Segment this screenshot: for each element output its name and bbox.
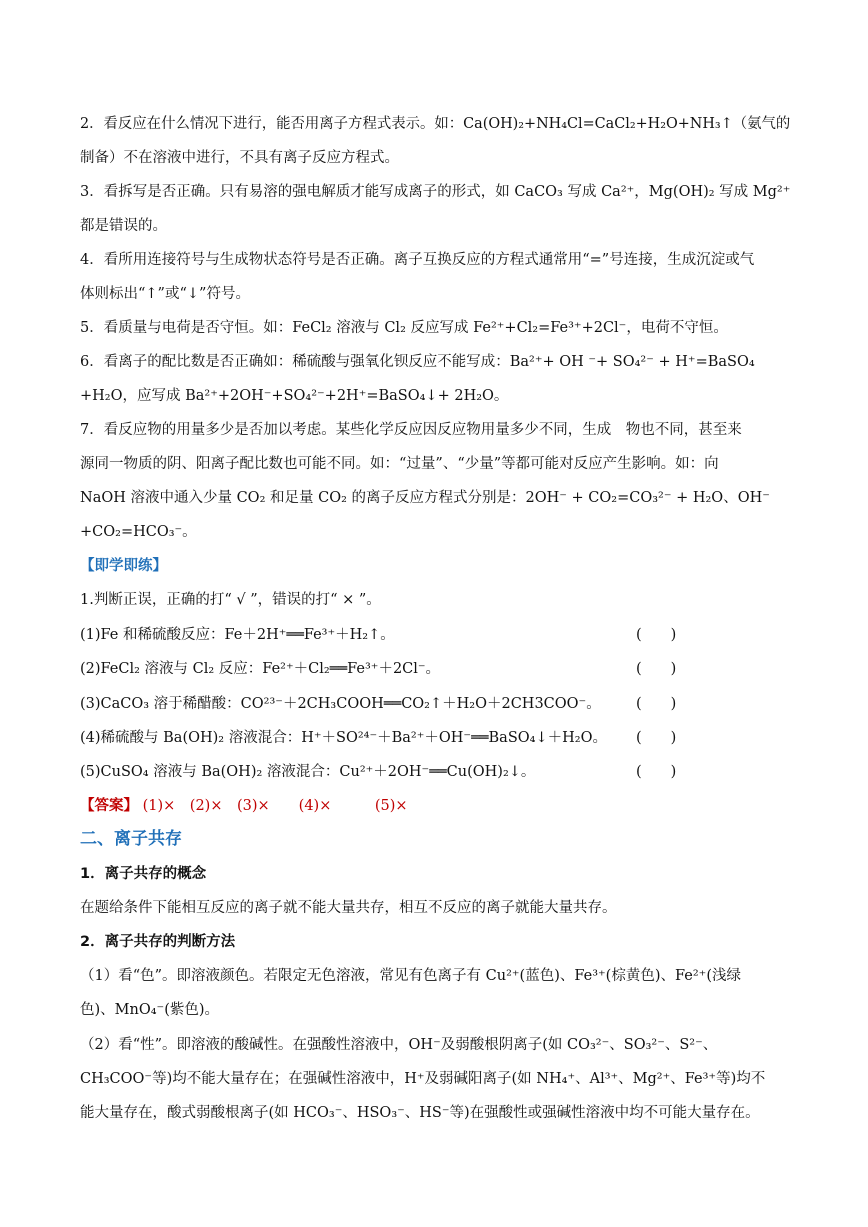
practice-heading: 【即学即练】: [80, 557, 167, 574]
rule-6-line-2: +H₂O，应写成 Ba²⁺+2OH⁻+SO₄²⁻+2H⁺=BaSO₄↓+ 2H₂O。: [80, 388, 509, 404]
answer-blank-4: ( ): [636, 730, 677, 746]
color-rule-line-2: 色)、MnO₄⁻(紫色)。: [80, 1002, 220, 1018]
section-2-title: 二、离子共存: [80, 829, 182, 849]
color-rule-line-1: （1）看“色”。即溶液颜色。若限定无色溶液，常见有色离子有 Cu²⁺(蓝色)、Fe³⁺(棕黄色)、Fe²⁺(浅绿: [80, 968, 741, 984]
answer-line: [80, 796, 408, 816]
question-5: (5)CuSO₄ 溶液与 Ba(OH)₂ 溶液混合：Cu²⁺＋2OH⁻══Cu(OH)₂↓。: [80, 764, 536, 780]
rule-7-line-1: 7．看反应物的用量多少是否加以考虑。某些化学反应因反应物用量多少不同，生成 物也不同，甚至来: [80, 422, 742, 438]
answer-text: (1)× (2)× (3)× (4)× (5)×: [142, 798, 408, 814]
acidity-rule-line-3: 能大量存在，酸式弱酸根离子(如 HCO₃⁻、HSO₃⁻、HS⁻等)在强酸性或强碱性溶液中均不可能大量存在。: [80, 1105, 760, 1121]
question-1: (1)Fe 和稀硫酸反应：Fe＋2H⁺══Fe³⁺＋H₂↑。: [80, 627, 395, 643]
answer-label: 【答案】: [80, 797, 138, 814]
answer-blank-2: ( ): [636, 661, 677, 677]
question-2: (2)FeCl₂ 溶液与 Cl₂ 反应：Fe²⁺＋Cl₂══Fe³⁺＋2Cl⁻。: [80, 661, 441, 677]
answer-blank-1: ( ): [636, 627, 677, 643]
subsection-2-title: 2．离子共存的判断方法: [80, 934, 236, 950]
question-3: (3)CaCO₃ 溶于稀醋酸：CO²³⁻＋2CH₃COOH══CO₂↑＋H₂O＋2CH3COO⁻。: [80, 696, 601, 712]
subsection-1-text: 在题给条件下能相互反应的离子就不能大量共存，相互不反应的离子就能大量共存。: [80, 900, 617, 916]
rule-4-line-1: 4．看所用连接符号与生成物状态符号是否正确。离子互换反应的方程式通常用“=”号连接，生成沉淀或气: [80, 252, 755, 268]
rule-2-line-1: 2．看反应在什么情况下进行，能否用离子方程式表示。如：Ca(OH)₂+NH₄Cl=CaCl₂+H₂O+NH₃↑（氨气的: [80, 116, 791, 132]
rule-7-line-3: NaOH 溶液中通入少量 CO₂ 和足量 CO₂ 的离子反应方程式分别是：2OH⁻ + CO₂=CO₃²⁻ + H₂O、OH⁻: [80, 490, 770, 506]
answer-blank-5: ( ): [636, 764, 677, 780]
acidity-rule-line-2: CH₃COO⁻等)均不能大量存在；在强碱性溶液中，H⁺及弱碱阳离子(如 NH₄⁺、Al³⁺、Mg²⁺、Fe³⁺等)均不: [80, 1071, 766, 1087]
rule-3-line-1: 3．看拆写是否正确。只有易溶的强电解质才能写成离子的形式，如 CaCO₃ 写成 Ca²⁺，Mg(OH)₂ 写成 Mg²⁺: [80, 184, 791, 200]
acidity-rule-line-1: （2）看“性”。即溶液的酸碱性。在强酸性溶液中，OH⁻及弱酸根阴离子(如 CO₃²⁻、SO₃²⁻、S²⁻、: [80, 1037, 718, 1053]
subsection-1-title: 1．离子共存的概念: [80, 866, 207, 882]
rule-2-line-2: 制备）不在溶液中进行，不具有离子反应方程式。: [80, 150, 399, 166]
answer-blank-3: ( ): [636, 696, 677, 712]
rule-4-line-2: 体则标出“↑”或“↓”符号。: [80, 286, 250, 302]
rule-5: 5．看质量与电荷是否守恒。如：FeCl₂ 溶液与 Cl₂ 反应写成 Fe²⁺+Cl₂=Fe³⁺+2Cl⁻，电荷不守恒。: [80, 320, 728, 336]
rule-7-line-2: 源同一物质的阴、阳离子配比数也可能不同。如：“过量”、“少量”等都可能对反应产生影响。如：向: [80, 456, 719, 472]
rule-3-line-2: 都是错误的。: [80, 218, 167, 234]
rule-7-line-4: +CO₂=HCO₃⁻。: [80, 524, 197, 540]
rule-6-line-1: 6．看离子的配比数是否正确如：稀硫酸与强氧化钡反应不能写成：Ba²⁺+ OH ⁻+ SO₄²⁻ + H⁺=BaSO₄: [80, 354, 755, 370]
question-4: (4)稀硫酸与 Ba(OH)₂ 溶液混合：H⁺＋SO²⁴⁻＋Ba²⁺＋OH⁻══BaSO₄↓＋H₂O。: [80, 730, 607, 746]
question-intro: 1.判断正误，正确的打“ √ ”，错误的打“ × ”。: [80, 592, 381, 608]
